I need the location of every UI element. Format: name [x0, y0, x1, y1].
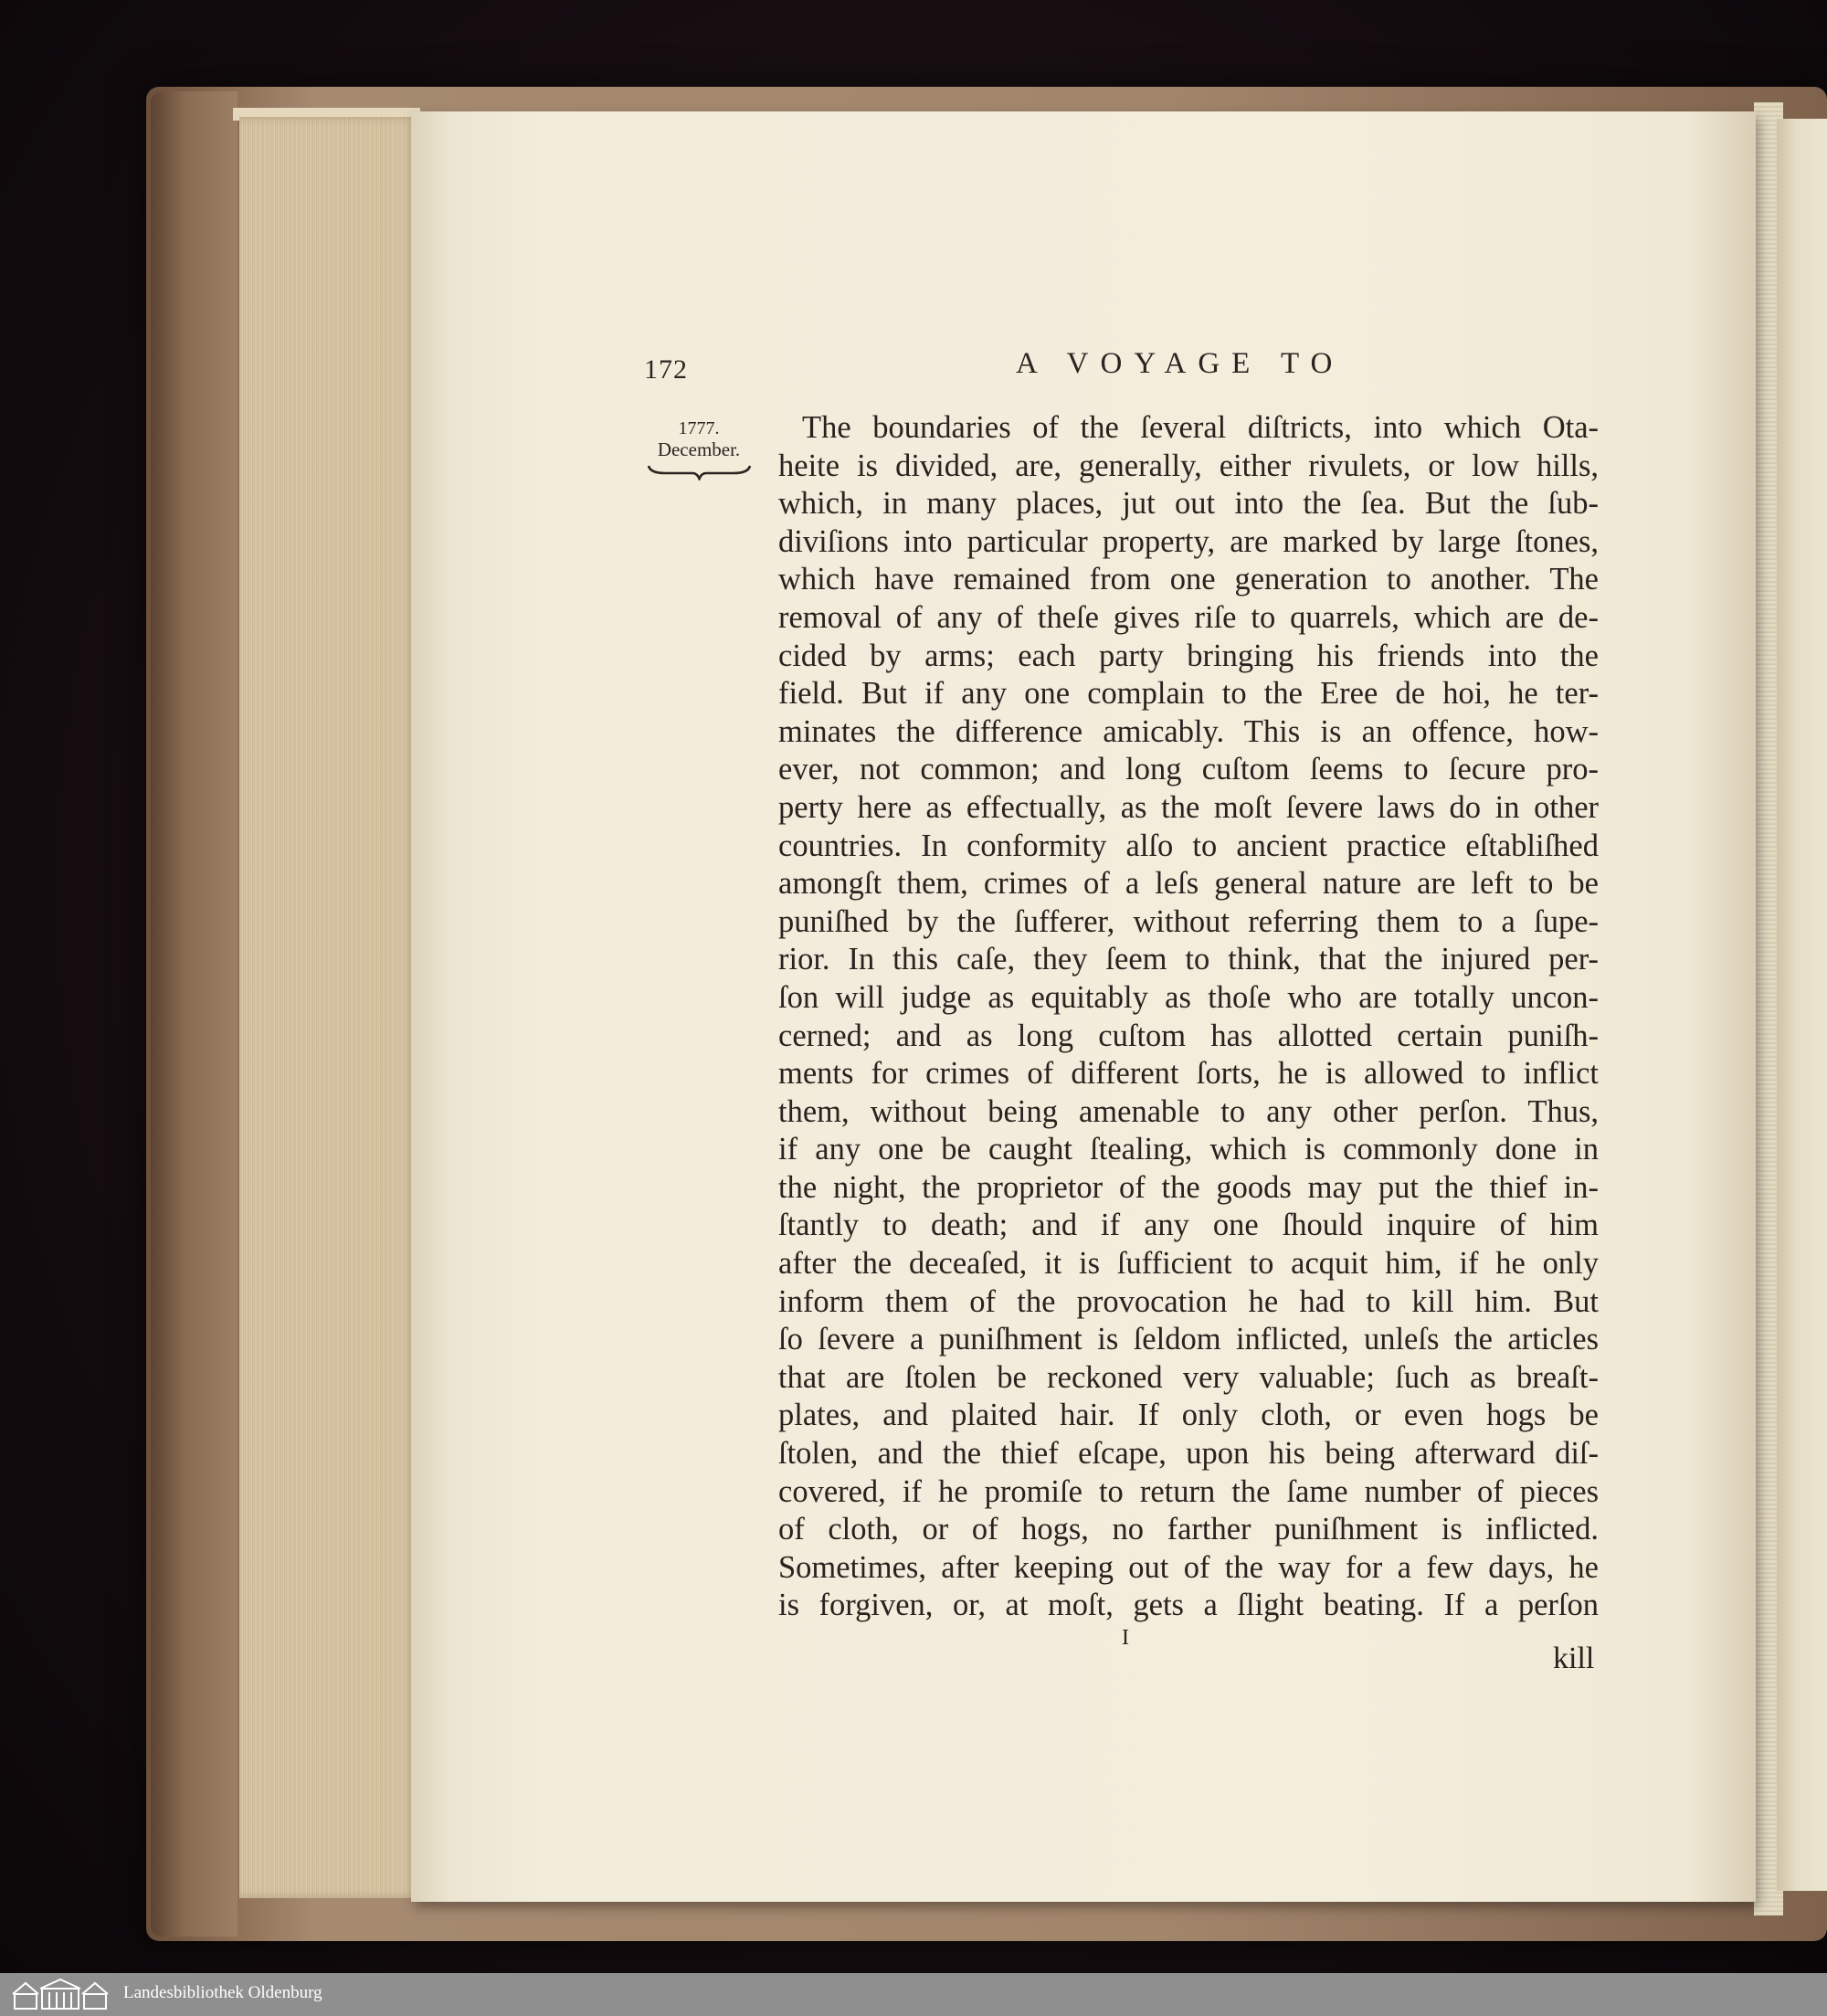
text-line: heite is divided, are, generally, either rivulets, or low hills, — [778, 448, 1599, 483]
text-line: them, without being amenable to any other perſon. Thus, — [778, 1093, 1599, 1129]
brace-icon — [647, 464, 752, 480]
text-line: ſtantly to death; and if any one ſhould inquire of him — [778, 1208, 1599, 1243]
text-line: countries. In conformity alſo to ancient practice eſtabliſhed — [778, 828, 1599, 863]
margin-note — [639, 418, 758, 480]
text-line: which have remained from one generation to another. The — [778, 562, 1599, 597]
library-building-icon — [9, 1976, 111, 2012]
facing-page-edge — [1777, 119, 1827, 1891]
catchword: kill — [1553, 1641, 1595, 1675]
text-line: ever, not common; and long cuſtom ſeems to ſecure pro- — [778, 752, 1599, 787]
text-line: ſon will judge as equitably as thoſe who are totally uncon- — [778, 979, 1599, 1015]
signature-mark: I — [1122, 1626, 1129, 1650]
text-line: the night, the proprietor of the goods may put the thief in- — [778, 1169, 1599, 1205]
page-block-edge — [239, 117, 422, 1898]
text-line: after the deceaſed, it is ſufficient to acquit him, if he only — [778, 1246, 1599, 1282]
text-line: perty here as effectually, as the moſt ſevere laws do in other — [778, 789, 1599, 825]
text-line: ſtolen, and the thief eſcape, upon his being afterward diſ- — [778, 1436, 1599, 1472]
margin-year: 1777. — [678, 418, 720, 438]
text-line: amongſt them, crimes of a leſs general nature are left to be — [778, 866, 1599, 902]
text-line: diviſions into particular property, are marked by large ſtones, — [778, 523, 1599, 559]
text-line: field. But if any one complain to the Eree de hoi, he ter- — [778, 676, 1599, 712]
text-line: puniſhed by the ſufferer, without referring them to a ſupe- — [778, 903, 1599, 939]
footer-label: Landesbibliothek Oldenburg — [123, 1983, 322, 2002]
book-cover-spine-edge — [151, 91, 238, 1937]
text-line: The boundaries of the ſeveral diſtricts, into which Ota- — [802, 410, 1599, 445]
running-title: A VOYAGE TO — [1016, 347, 1345, 380]
text-line: that are ſtolen be reckoned very valuable; ſuch as breaſt- — [778, 1359, 1599, 1395]
text-line: of cloth, or of hogs, no farther puniſhment is inflicted. — [778, 1512, 1599, 1547]
text-line: removal of any of theſe gives riſe to quarrels, which are de- — [778, 599, 1599, 635]
text-line: minates the difference amicably. This is an offence, how- — [778, 713, 1599, 749]
text-line: cerned; and as long cuſtom has allotted certain puniſh- — [778, 1018, 1599, 1053]
text-line: Sometimes, after keeping out of the way for a few days, he — [778, 1549, 1599, 1585]
text-line: rior. In this caſe, they ſeem to think, that the injured per- — [778, 942, 1599, 977]
text-line: inform them of the provocation he had to kill him. But — [778, 1283, 1599, 1319]
text-line: cided by arms; each party bringing his friends into the — [778, 638, 1599, 673]
text-line: if any one be caught ſtealing, which is commonly done in — [778, 1132, 1599, 1167]
text-line: covered, if he promiſe to return the ſame number of pieces — [778, 1473, 1599, 1509]
body-text — [778, 409, 1599, 1625]
text-line: ſo ſevere a puniſhment is ſeldom inflicted, unleſs the articles — [778, 1322, 1599, 1357]
text-line: which, in many places, jut out into the ſea. But the ſub- — [778, 486, 1599, 522]
margin-month: December. — [657, 438, 741, 460]
text-line: plates, and plaited hair. If only cloth, or even hogs be — [778, 1398, 1599, 1433]
page-number: 172 — [644, 354, 688, 385]
text-line: is forgiven, or, at moſt, gets a ſlight beating. If a perſon — [778, 1588, 1599, 1623]
text-line: ments for crimes of different ſorts, he is allowed to inflict — [778, 1056, 1599, 1092]
